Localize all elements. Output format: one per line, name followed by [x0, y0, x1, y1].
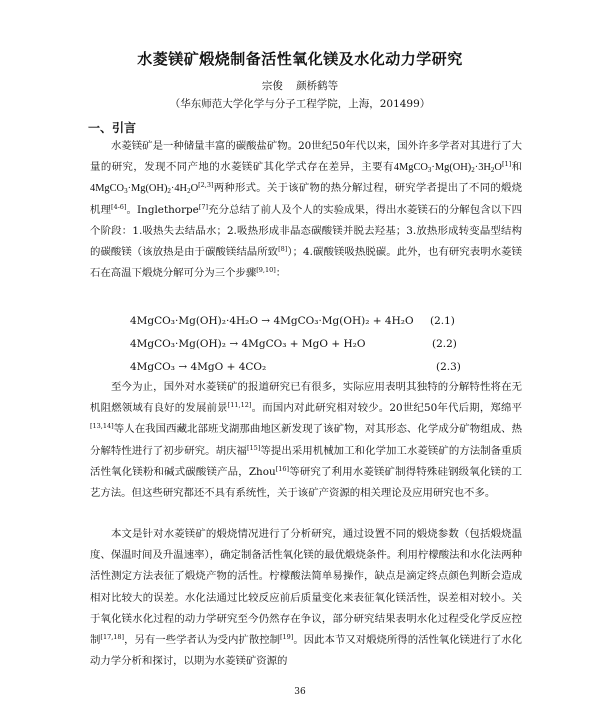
- paragraph-text: 。Inglethorpe: [126, 203, 199, 216]
- page-number: 36: [294, 687, 306, 697]
- citation-ref: [11,12]: [227, 401, 252, 410]
- paragraph-text: 充分总结了前人及个人的实验成果，得出水菱镁石的分解包含以下四个阶段：1.吸热失去结晶水；2.吸热形成非晶态碳酸镁并脱去羟基；3.放热形成转变晶型结构的碳酸镁（该放热是由于碳酸镁结晶所致: [90, 203, 523, 259]
- paper-title: 水菱镁矿煅烧制备活性氧化镁及水化动力学研究: [137, 50, 463, 68]
- equation-2-2: [130, 338, 470, 361]
- citation-ref: [16]: [275, 464, 290, 473]
- paragraph-text: 水菱镁矿是一种储量丰富的碳酸盐矿物。20世纪50年代以来，国外许多学者对其进行了大量的研究，发现不同产地的水菱镁矿其化学式存在差异，主要有: [90, 140, 522, 174]
- paragraph-text: ：: [275, 267, 287, 280]
- citation-ref: [15]: [247, 443, 261, 452]
- citation-ref: [9,10]: [256, 266, 276, 275]
- paragraph-text: 等人在我国西藏北部班戈湖那曲地区新发现了该矿物，对其形态、化学成分矿物组成、热分解特性进行了初步研究。胡庆福: [90, 423, 522, 457]
- equation-number: (2.2): [432, 338, 457, 350]
- equation-number: (2.1): [430, 315, 455, 327]
- formula-hydromagnesite-4h2o: $4MgCO_3\cdot Mg(OH)_2\cdot 4H_2O$: [90, 183, 199, 196]
- paragraph-text: 。而国内对此研究相对较少。20世纪50年代后期，郑绵平: [251, 402, 522, 415]
- citation-ref: [13,14]: [90, 422, 114, 431]
- paragraph-1: [90, 136, 522, 284]
- citation-ref: [1]: [501, 160, 512, 169]
- paragraph-text: ）；4.碳酸镁吸热脱碳。此外，也有研究表明水菱镁石在高温下煅烧分解可分为三个步骤: [90, 246, 523, 280]
- citation-ref: [17,18]: [100, 633, 125, 642]
- paragraph-text: 至今为止，国外对水菱镁矿的报道研究已有很多，实际应用表明其独特的分解特性将在无机阻燃领域有良好的发展前景: [90, 381, 522, 415]
- equation-formula: 4MgCO₃·Mg(OH)₂·4H₂O → 4MgCO₃·Mg(OH)₂ + 4H₂O: [130, 315, 414, 327]
- citation-ref: [2,3]: [198, 181, 214, 190]
- equation-number: (2.3): [436, 361, 461, 373]
- citation-ref: [19]: [280, 633, 294, 642]
- citation-ref: [4-6]: [110, 202, 127, 211]
- paragraph-text: ，另有一些学者认为受内扩散控制: [124, 634, 281, 647]
- equation-2-1: [130, 315, 470, 338]
- paragraph-text: 等研究了利用水菱镁矿制得特殊硅钢级氧化镁的工艺方法。但这些研究都还不具有系统性，关于该矿产资源的相关理论及应用研究也不多。: [90, 465, 523, 500]
- paragraph-2: [90, 377, 522, 504]
- paragraph-text: 等提出采用机械加工和化学加工水菱镁矿的方法制备重质活性氧化镁粉和碱式碳酸镁产品，Zhou: [90, 444, 523, 478]
- citation-ref: [7]: [198, 202, 209, 211]
- equation-formula: 4MgCO₃·Mg(OH)₂ → 4MgCO₃ + MgO + H₂O: [130, 338, 366, 350]
- paper-affiliation: （华东师范大学化学与分子工程学院，上海，201499）: [169, 98, 431, 110]
- paragraph-text: 。因此本节又对煅烧所得的活性氧化镁进行了水化动力学分析和探讨，以期为水菱镁矿资源的: [90, 634, 523, 668]
- paragraph-text: 本文是针对水菱镁矿的煅烧情况进行了分析研究，通过设置不同的煅烧参数（包括煅烧温度、保温时间及升温速率），确定制备活性氧化镁的最优煅烧条件。利用柠檬酸法和水化法两种活性测定方法表征了煅烧产物的活性。柠檬酸法简单易操作，缺点是滴定终点颜色判断会造成相对比较大的误差。水化法通过比较反应前后质量变化来表征氧化镁活性，误差相对较小。关于氧化镁水化过程的动力学研究至今仍然存在争议，部分研究结果表明水化过程受化学反应控制: [90, 528, 522, 647]
- formula-hydromagnesite-3h2o: $4MgCO_3\cdot Mg(OH)_2\cdot 3H_2O$: [393, 162, 502, 175]
- section-heading: 一、引言: [88, 121, 137, 135]
- paragraph-text: 和: [511, 161, 523, 174]
- paragraph-3: [90, 524, 522, 672]
- equation-formula: 4MgCO₃ → 4MgO + 4CO₂: [130, 361, 267, 373]
- paragraph-text: 两种形式。关于该矿物的热分解过程，研究学者提出了不同的煅烧机理: [90, 182, 522, 216]
- citation-ref: [8]: [278, 245, 288, 254]
- paper-authors: 宗俊 颜桥鹤等: [261, 80, 339, 92]
- equation-block: [130, 315, 470, 384]
